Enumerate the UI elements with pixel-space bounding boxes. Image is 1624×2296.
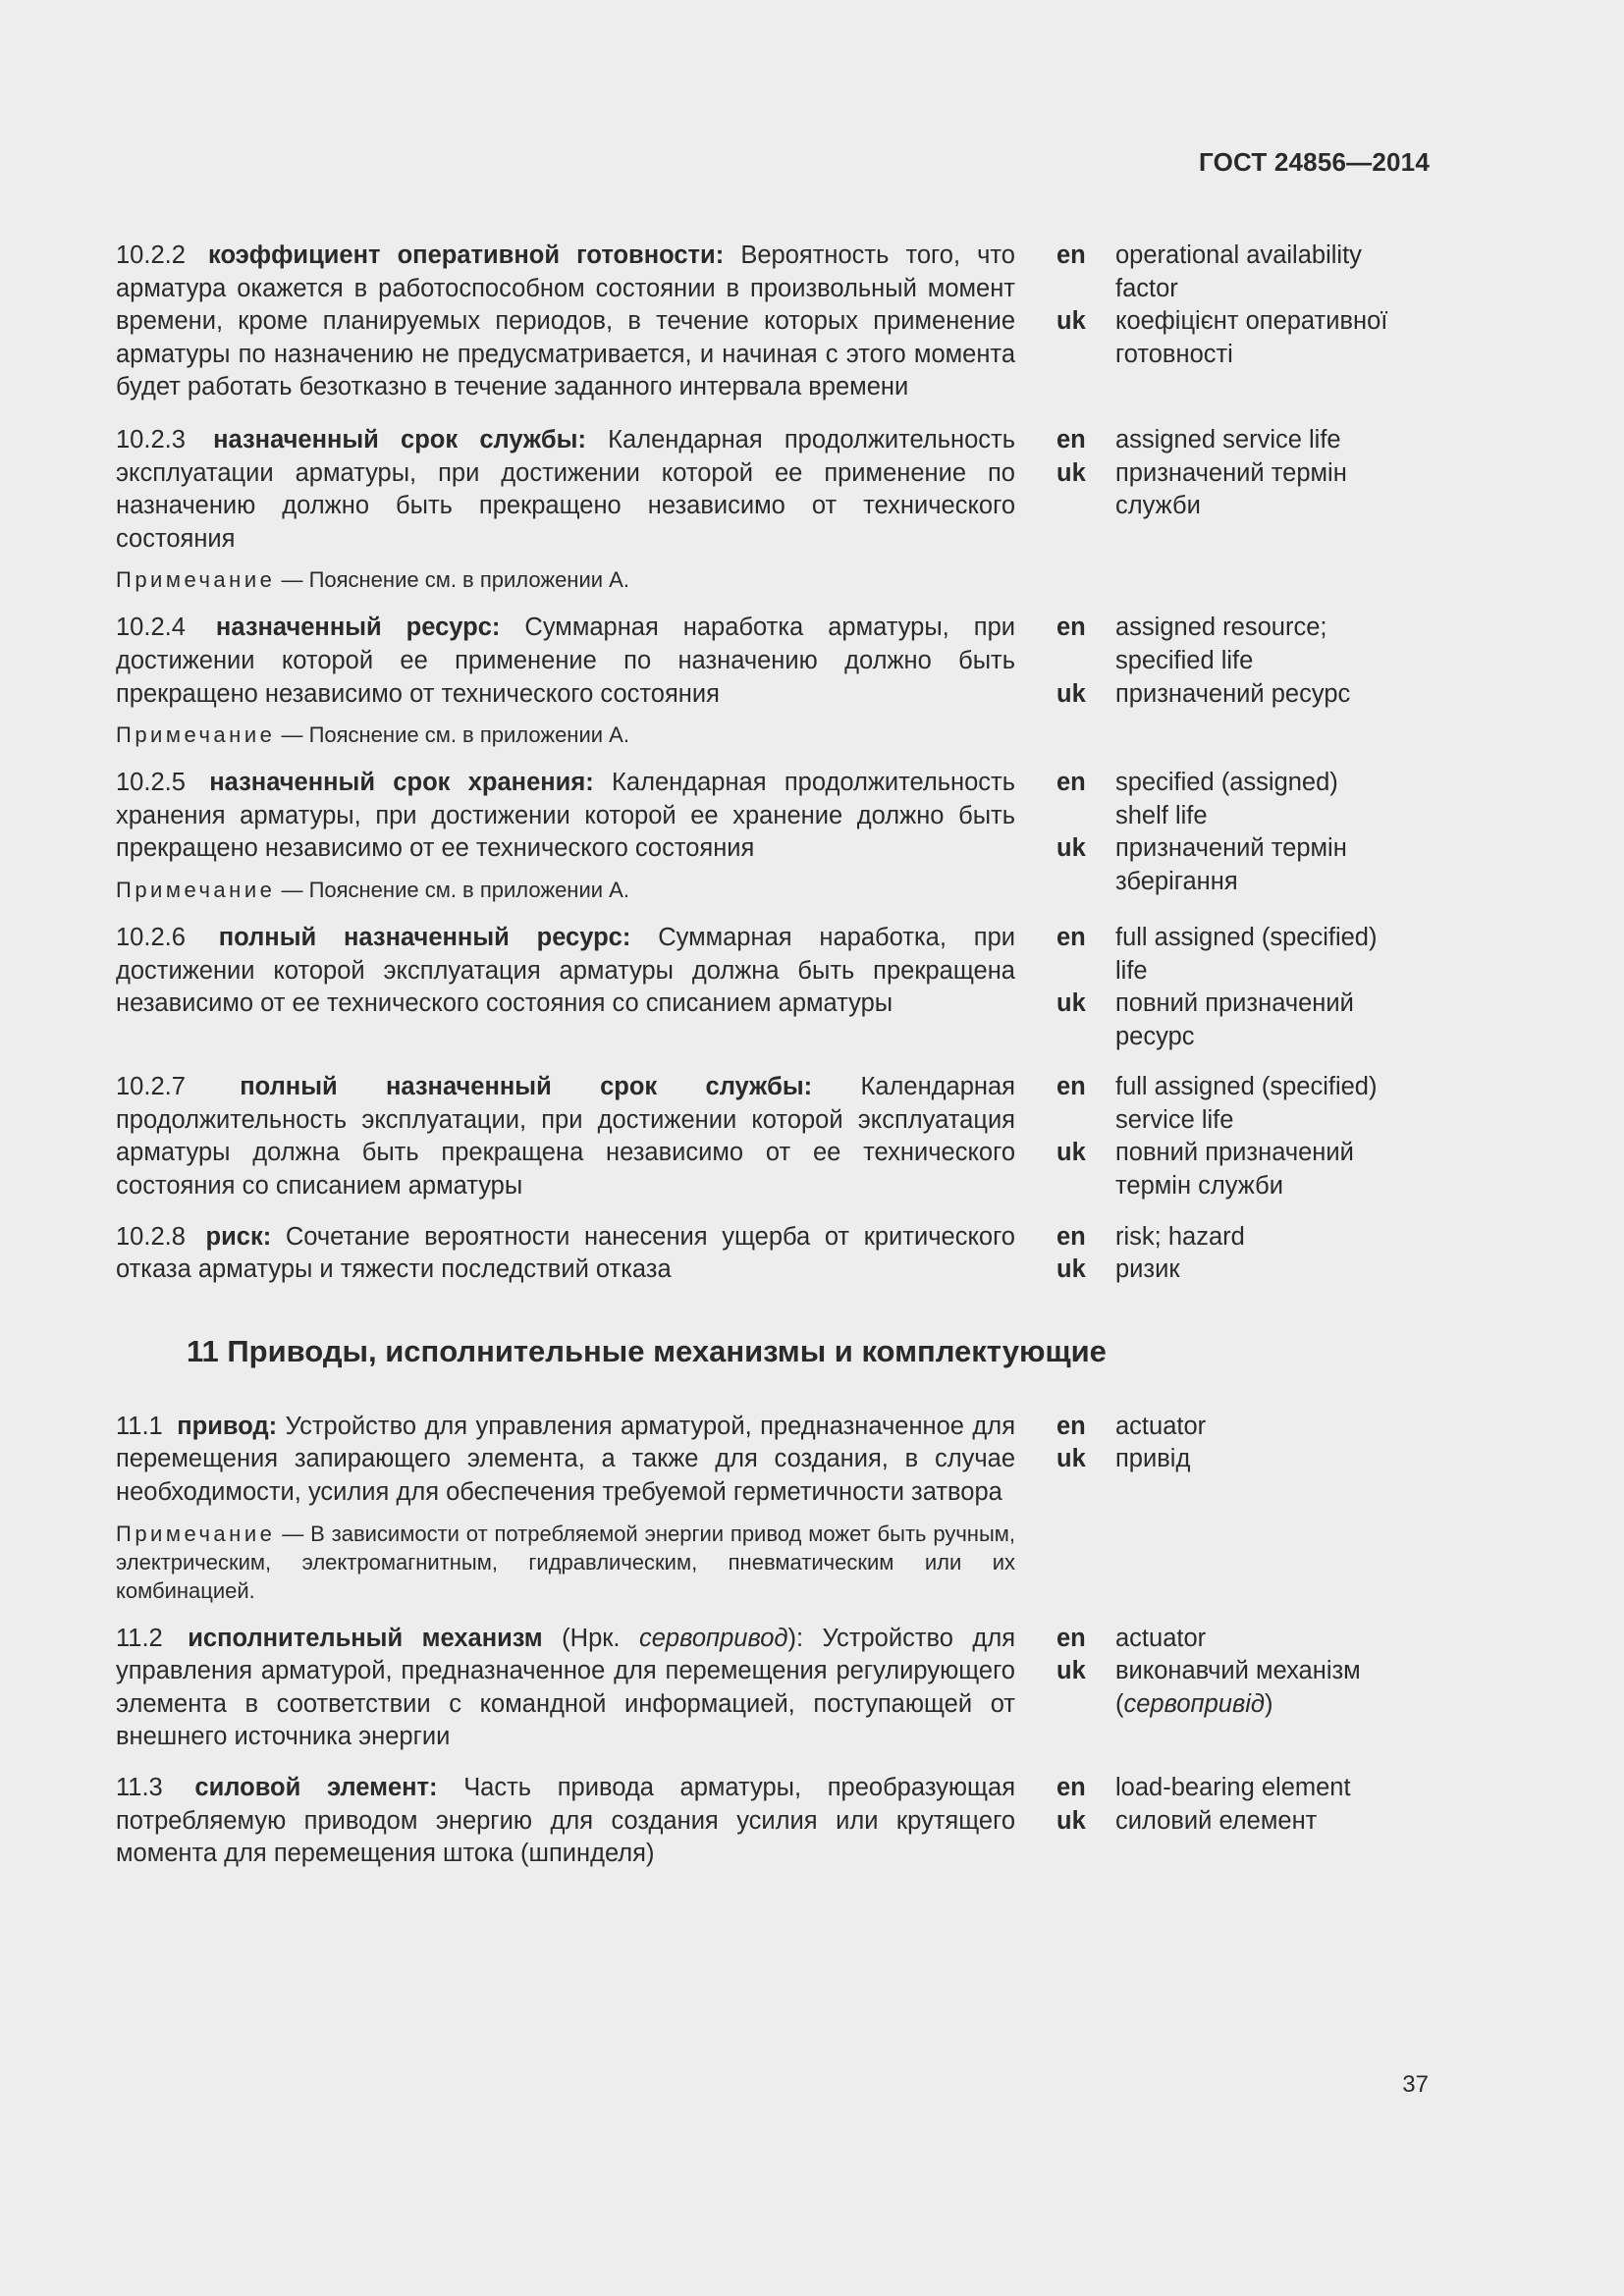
entry-equivalents (1056, 1221, 1390, 1287)
lang-row-uk (1056, 988, 1390, 1053)
entry-deprecated-suffix: ): (787, 1624, 823, 1652)
entry-equivalents (1056, 767, 1390, 904)
lang-row-en (1056, 612, 1390, 677)
entry-equivalents (1056, 424, 1390, 594)
entry-number: 10.2.5 (116, 769, 186, 797)
entry-term: исполнительный механизм (188, 1624, 543, 1652)
term-uk: повний призначений ресурс (1115, 989, 1354, 1050)
entry-equivalents (1056, 612, 1390, 749)
lang-code-en: en (1056, 1624, 1086, 1652)
lang-code-uk: uk (1056, 307, 1086, 336)
entry-note (116, 721, 1015, 749)
entry-definition-text: Сочетание вероятности нанесения ущерба от критического отказа арматуры и тяжести последствий отказа (116, 1222, 1015, 1284)
lang-code-uk: uk (1056, 1657, 1086, 1685)
lang-code-en: en (1056, 923, 1086, 951)
term-uk: ризик (1115, 1255, 1180, 1284)
term-entry (116, 1071, 1432, 1202)
term-en: full assigned (specified) service life (1115, 1073, 1378, 1134)
term-en: actuator (1115, 1412, 1207, 1440)
term-en: operational availability factor (1115, 241, 1362, 302)
entry-number: 11.3 (116, 1774, 163, 1801)
entry-number: 10.2.6 (116, 923, 186, 951)
lang-row-uk (1056, 1805, 1390, 1839)
entry-number: 10.2.3 (116, 425, 186, 454)
entry-equivalents (1056, 1772, 1390, 1871)
entry-definition-text: Суммарная наработка, при достижении которой эксплуатация арматуры должна быть прекращена независимо от ее технического состояния со списанием арматуры (116, 923, 1016, 1018)
entry-equivalents (1056, 1411, 1390, 1605)
lang-code-en: en (1056, 614, 1086, 642)
term-en: full assigned (specified) life (1115, 923, 1378, 985)
page-content (116, 240, 1432, 1871)
entry-definition-text: Часть привода арматуры, преобразующая потребляемую приводом энергию для создания усилия или крутящего момента для перемещения штока (шпинделя) (116, 1774, 1016, 1868)
lang-row-uk (1056, 832, 1390, 898)
lang-row-en (1056, 240, 1390, 305)
lang-code-en: en (1056, 1412, 1086, 1440)
entry-definition (116, 767, 1015, 904)
note-label: Примечание (116, 722, 276, 748)
lang-code-uk: uk (1056, 989, 1086, 1018)
entry-definition-text: Вероятность того, что арматура окажется в работоспособном состоянии в произвольный момент времени, кроме планируемых периодов, в течение которых применение арматуры по назначению не предусматривается, и начиная с этого момента будет работать безотказно в течение заданного интервала времени (116, 241, 1015, 401)
lang-code-en: en (1056, 1222, 1086, 1251)
lang-row-en (1056, 1411, 1390, 1444)
entry-number: 10.2.4 (116, 614, 186, 642)
entry-equivalents (1056, 922, 1390, 1053)
entry-equivalents (1056, 240, 1390, 404)
term-en: load-bearing element (1115, 1774, 1351, 1801)
lang-row-en (1056, 1772, 1390, 1805)
entry-deprecated-prefix: (Нрк. (542, 1624, 639, 1652)
note-text: — В зависимости от потребляемой энергии привод может быть ручным, электрическим, электромагнитным, гидравлическим, пневматическим или их комбинацией. (116, 1521, 1015, 1603)
entry-number: 10.2.8 (116, 1222, 186, 1251)
entry-number: 11.1 (116, 1412, 163, 1440)
term-entry (116, 424, 1432, 594)
entry-definition (116, 424, 1015, 594)
entry-definition-text: Календарная продолжительность хранения арматуры, при достижении которой ее хранение должно быть прекращено независимо от ее технического состояния (116, 769, 1016, 863)
term-en: specified (assigned) shelf life (1115, 769, 1338, 829)
entry-definition (116, 1221, 1015, 1287)
term-uk (1115, 1655, 1390, 1721)
lang-code-uk: uk (1056, 1806, 1086, 1835)
entry-term: силовой элемент: (194, 1774, 438, 1801)
entry-definition-text: Устройство для управления арматурой, предназначенное для перемещения регулирующего элемента в соответствии с командной информацией, поступающей от внешнего источника энергии (116, 1624, 1016, 1751)
term-en: risk; hazard (1115, 1222, 1245, 1251)
term-uk: привід (1115, 1445, 1191, 1473)
entry-number: 11.2 (116, 1624, 163, 1652)
entry-term: привод: (177, 1412, 278, 1440)
term-entry (116, 767, 1432, 904)
entry-note (116, 1520, 1015, 1605)
lang-code-uk: uk (1056, 834, 1086, 863)
term-uk: коефіцієнт оперативної готовності (1115, 307, 1388, 368)
entry-deprecated-term: сервопривод (639, 1624, 788, 1652)
entry-term: назначенный ресурс: (215, 614, 501, 642)
term-uk: призначений термін служби (1115, 458, 1347, 520)
term-uk: силовий елемент (1115, 1806, 1318, 1835)
document-code: ГОСТ 24856—2014 (1199, 147, 1430, 177)
term-entry (116, 1221, 1432, 1287)
lang-code-uk: uk (1056, 1445, 1086, 1473)
entry-equivalents (1056, 1623, 1390, 1754)
entry-definition (116, 1623, 1015, 1754)
lang-code-uk: uk (1056, 1139, 1086, 1167)
entry-definition (116, 240, 1015, 404)
entry-definition (116, 1772, 1015, 1871)
entry-definition-text: Устройство для управления арматурой, предназначенное для перемещения запирающего элемента, а также для создания, в случае необходимости, усилия для обеспечения требуемой герметичности затвора (116, 1412, 1015, 1507)
lang-row-uk (1056, 1254, 1390, 1287)
note-label: Примечание (116, 877, 276, 902)
lang-code-uk: uk (1056, 679, 1086, 708)
entry-definition (116, 612, 1015, 749)
lang-code-en: en (1056, 1073, 1086, 1101)
lang-row-uk (1056, 1137, 1390, 1202)
term-uk: повний призначений термін служби (1115, 1139, 1354, 1201)
section-heading: 11 Приводы, исполнительные механизмы и комплектующие (187, 1333, 1107, 1368)
lang-code-en: en (1056, 241, 1086, 269)
note-text: — Пояснение см. в приложении А. (275, 877, 629, 902)
entry-number: 10.2.2 (116, 241, 186, 269)
lang-row-uk (1056, 1655, 1390, 1721)
lang-code-en: en (1056, 769, 1086, 797)
entry-definition (116, 1411, 1015, 1605)
term-en: assigned service life (1115, 425, 1341, 454)
lang-code-en: en (1056, 425, 1086, 454)
term-uk: призначений термін зберігання (1115, 834, 1347, 895)
lang-row-uk (1056, 457, 1390, 523)
term-uk-main: виконавчий механізм (1115, 1657, 1361, 1685)
lang-row-en (1056, 922, 1390, 988)
lang-row-uk (1056, 678, 1390, 712)
term-entry (116, 612, 1432, 749)
entry-definition (116, 1071, 1015, 1202)
lang-code-en: en (1056, 1774, 1086, 1801)
entry-term: назначенный срок службы: (213, 425, 586, 454)
lang-code-uk: uk (1056, 458, 1086, 487)
lang-row-uk (1056, 1443, 1390, 1476)
entry-definition-text: Календарная продолжительность эксплуатации, при достижении которой эксплуатация арматуры должна быть прекращена независимо от ее технического состояния со списанием арматуры (116, 1073, 1015, 1201)
entry-term: полный назначенный срок службы: (240, 1073, 813, 1101)
entry-note (116, 565, 1015, 594)
entry-note (116, 876, 1015, 904)
entry-definition-text: Суммарная наработка арматуры, при достижении которой ее применение по назначению должно быть прекращено независимо от технического состояния (116, 614, 1015, 708)
lang-row-en (1056, 1623, 1390, 1656)
lang-code-uk: uk (1056, 1255, 1086, 1284)
entry-term: назначенный срок хранения: (209, 769, 594, 797)
term-uk-close: ) (1265, 1689, 1273, 1718)
lang-row-en (1056, 767, 1390, 832)
page-number: 37 (1402, 2071, 1429, 2098)
term-entry (116, 1411, 1432, 1605)
entry-definition-text: Календарная продолжительность эксплуатации арматуры, при достижении которой ее применение по назначению должно быть прекращено независимо от технического состояния (116, 425, 1015, 553)
term-en: assigned resource; specified life (1115, 614, 1327, 674)
entry-term: риск: (205, 1222, 272, 1251)
note-text: — Пояснение см. в приложении А. (275, 722, 629, 748)
entry-term: коэффициент оперативной готовности: (208, 241, 725, 269)
lang-row-en (1056, 1221, 1390, 1255)
term-entry (116, 1772, 1432, 1871)
lang-row-en (1056, 424, 1390, 457)
entry-number: 10.2.7 (116, 1073, 186, 1101)
term-uk-alt: сервопривід (1123, 1689, 1266, 1718)
term-uk-open: ( (1115, 1689, 1124, 1718)
note-label: Примечание (116, 567, 276, 593)
term-en: actuator (1115, 1624, 1207, 1652)
note-label: Примечание (116, 1521, 276, 1546)
term-entry (116, 1623, 1432, 1754)
lang-row-en (1056, 1071, 1390, 1137)
term-entry (116, 240, 1432, 404)
entry-definition (116, 922, 1015, 1053)
term-uk: призначений ресурс (1115, 679, 1351, 708)
lang-row-uk (1056, 305, 1390, 371)
term-entry (116, 922, 1432, 1053)
note-text: — Пояснение см. в приложении А. (275, 567, 629, 593)
entry-term: полный назначенный ресурс: (218, 923, 631, 951)
entry-equivalents (1056, 1071, 1390, 1202)
